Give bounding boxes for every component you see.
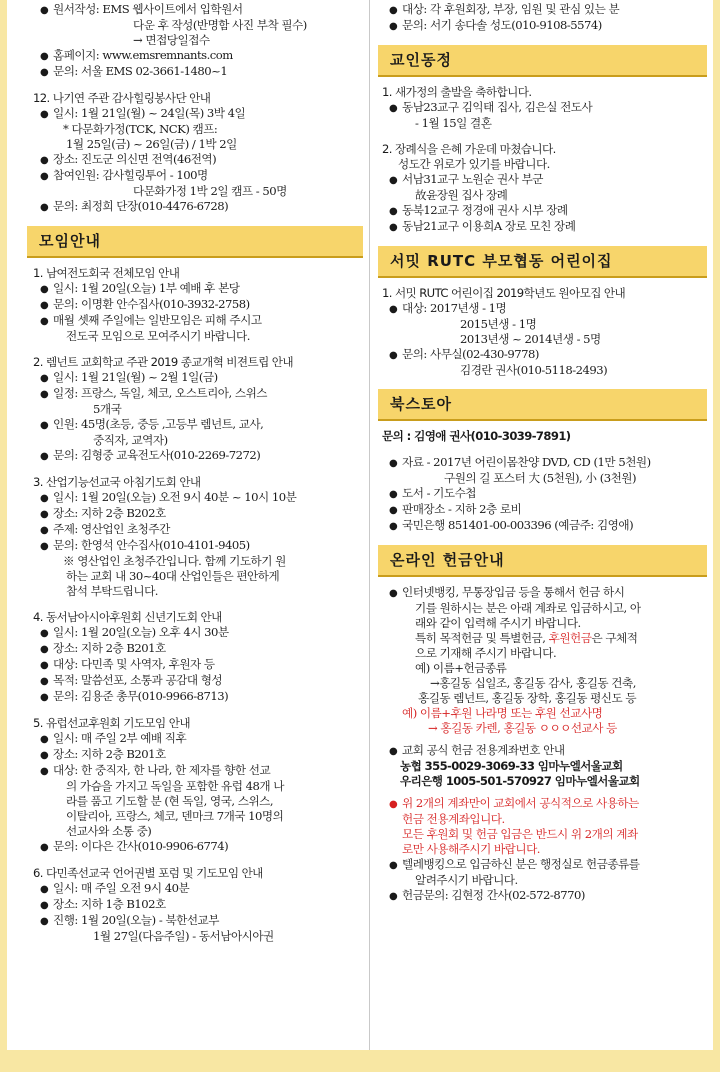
list-line: ● 문의: 김용준 총무(010-9966-8713) xyxy=(33,689,363,705)
list-line: * 다문화가정(TCK, NCK) 캠프: xyxy=(63,122,218,136)
online-offering-header: 온라인 헌금안내 xyxy=(378,545,707,577)
list-line: ● 자료 - 2017년 어린이몸찬양 DVD, CD (1만 5천원) xyxy=(382,455,705,471)
list-line: 래와 같이 입력해 주시기 바랍니다. xyxy=(415,616,581,630)
list-line: → 홍길동 카렌, 홍길동 ㅇㅇㅇ선교사 등 xyxy=(428,721,617,735)
text-part: 은 구체적 xyxy=(591,631,638,645)
list-line: ● 대상: 각 후원회장, 부장, 임원 및 관심 있는 분 xyxy=(382,2,705,18)
bookstore-header: 북스토아 xyxy=(378,389,707,421)
list-line: ● 대상: 2017년생 - 1명 xyxy=(382,301,705,317)
list-line: ● 서남31교구 노원순 권사 부군 xyxy=(382,172,705,188)
list-line: ● 헌금문의: 김현정 간사(02-572-8770) xyxy=(382,888,705,904)
list-line: 기를 원하시는 분은 아래 계좌로 입금하시고, 아 xyxy=(415,601,641,615)
bulletin-page xyxy=(7,0,713,1050)
highlight-text: 후원헌금 xyxy=(548,631,592,645)
list-line: ● 문의: 서기 송다솔 성도(010-9108-5574) xyxy=(382,18,705,34)
list-line: 전도국 모임으로 모여주시기 바랍니다. xyxy=(66,329,250,343)
rutc-daycare-header: 서밋 RUTC 부모협동 어린이집 xyxy=(378,246,707,278)
healing-volunteer-notice xyxy=(33,91,363,215)
list-line: ● 국민은행 851401-00-003396 (예금주: 김영애) xyxy=(382,518,705,534)
list-line: ● 일시: 1월 20일(오늘) 1부 예배 후 본당 xyxy=(33,281,363,297)
list-line: ● 판매장소 - 지하 2층 로비 xyxy=(382,502,705,518)
list-line: ● 장소: 지하 2층 B202호 xyxy=(33,506,363,522)
list-line: ● 일시: 1월 20일(오늘) 오후 4시 30분 xyxy=(33,625,363,641)
list-line: ● 문의: 이다은 간사(010-9906-6774) xyxy=(33,839,363,855)
notice-title: 5. 유럽선교후원회 기도모임 안내 xyxy=(33,716,190,730)
left-column xyxy=(7,0,369,1050)
list-line: 으로 기재해 주시기 바랍니다. xyxy=(415,646,557,660)
list-line: 다운 후 작성(반명함 사진 부착 필수) xyxy=(133,18,307,32)
list-line: ※ 영산업인 초청주간입니다. 함께 기도하기 원 xyxy=(63,554,286,568)
list-line: ● 대상: 한 중직자, 한 나라, 한 제자를 향한 선교 xyxy=(33,763,363,779)
spacer xyxy=(33,464,363,475)
list-line: ● 참여인원: 감사힐링투어 - 100명 xyxy=(33,168,363,184)
list-line: → 면접당일접수 xyxy=(133,33,210,47)
list-line: ● 일시: 1월 21일(월) ~ 2월 1일(금) xyxy=(33,370,363,386)
list-line: 라를 품고 기도할 분 (현 독일, 영국, 스위스, xyxy=(66,794,274,808)
list-line: ● 문의: 사무실(02-430-9778) xyxy=(382,347,705,363)
list-line: 2015년생 - 1명 xyxy=(460,317,537,331)
list-line: ● 진행: 1월 20일(오늘) - 북한선교부 xyxy=(33,913,363,929)
list-line: 성도간 위로가 있기를 바랍니다. xyxy=(398,157,550,171)
list-line: ● 문의: 김형중 교육전도사(010-2269-7272) xyxy=(33,448,363,464)
list-line: 참석 부탁드립니다. xyxy=(66,584,158,598)
list-line: ● 동북12교구 정경애 권사 시부 장례 xyxy=(382,203,705,219)
account-line: 우리은행 1005-501-570927 임마누엘서울교회 xyxy=(400,774,640,788)
spacer xyxy=(33,705,363,716)
list-line: ● 일시: 1월 21일(월) ~ 24일(목) 3박 4일 xyxy=(33,106,363,122)
notice-title: 1. 새가정의 출발을 축하합니다. xyxy=(382,85,532,99)
list-line: ● 문의: 이명환 안수집사(010-3932-2758) xyxy=(33,297,363,313)
list-line: - 1월 15일 결혼 xyxy=(415,116,492,130)
notice-title: 2. 장례식을 은혜 가운데 마쳤습니다. xyxy=(382,142,556,156)
spacer xyxy=(382,789,705,796)
list-line: 로만 사용해주시기 바랍니다. xyxy=(402,842,540,856)
list-line: ● 장소: 지하 2층 B201호 xyxy=(33,747,363,763)
rutc-daycare-notice xyxy=(382,286,705,378)
list-line: 다문화가정 1박 2일 캠프 - 50명 xyxy=(133,184,287,198)
list-line: 2013년생 ~ 2014년생 - 5명 xyxy=(460,332,601,346)
list-line: 김경란 권사(010-5118-2493) xyxy=(460,363,608,377)
account-line: 농협 355-0029-3069-33 임마누엘서울교회 xyxy=(400,759,623,773)
bookstore-contact: 문의 : 김영애 권사(010-3039-7891) xyxy=(382,429,571,443)
list-line: ● 매월 셋째 주일에는 일반모임은 피해 주시고 xyxy=(33,313,363,329)
list-line: 故윤장원 집사 장례 xyxy=(415,188,508,202)
supporters-info-list xyxy=(382,2,705,34)
list-line: ● 문의: 최정희 단장(010-4476-6728) xyxy=(33,199,363,215)
list-line: ● 위 2개의 계좌만이 교회에서 공식적으로 사용하는 xyxy=(382,796,705,812)
notice-title: 4. 동서남아시아후원회 신년기도회 안내 xyxy=(33,610,222,624)
list-line: ● 대상: 다민족 및 사역자, 후원자 등 xyxy=(33,657,363,673)
list-line: ● 일시: 1월 20일(오늘) 오전 9시 40분 ~ 10시 10분 xyxy=(33,490,363,506)
list-line: ● 일정: 프랑스, 독일, 체코, 오스트리아, 스위스 xyxy=(33,386,363,402)
list-line: ● 일시: 매 주일 2부 예배 직후 xyxy=(33,731,363,747)
spacer xyxy=(382,131,705,142)
list-line: ● 동남21교구 이용희A 장로 모친 장례 xyxy=(382,219,705,235)
list-line: ● 일시: 매 주일 오전 9시 40분 xyxy=(33,881,363,897)
list-line: ● 주제: 영산업인 초청주간 xyxy=(33,522,363,538)
spacer xyxy=(382,736,705,743)
meeting-notices xyxy=(33,266,363,944)
list-line: 5개국 xyxy=(93,402,122,416)
bookstore-list xyxy=(382,455,705,534)
list-line: ● 원서작성: EMS 웹사이트에서 입학원서 xyxy=(33,2,363,18)
list-line: ● 문의: 한영석 안수집사(010-4101-9405) xyxy=(33,538,363,554)
notice-title: 12. 나기연 주관 감사힐링봉사단 안내 xyxy=(33,91,211,105)
list-line: 예) 이름+후원 나라명 또는 후원 선교사명 xyxy=(402,706,603,720)
notice-title: 1. 서밋 RUTC 어린이집 2019학년도 원아모집 안내 xyxy=(382,286,626,300)
list-line: 홍길동 렘넌트, 홍길동 장학, 홍길동 평신도 등 xyxy=(418,691,637,705)
right-column xyxy=(369,0,713,1050)
notice-title: 2. 렘넌트 교회학교 주관 2019 종교개혁 비젼트립 안내 xyxy=(33,355,293,369)
list-line: ● 동남23교구 김익태 집사, 김은실 전도사 xyxy=(382,100,705,116)
text-part: 특히 목적헌금 및 특별헌금, xyxy=(415,631,549,645)
members-news xyxy=(382,85,705,235)
meeting-section-header: 모임안내 xyxy=(27,226,363,258)
list-line: 의 가슴을 가지고 독일을 포함한 유럽 48개 나 xyxy=(66,779,284,793)
notice-title: 6. 다민족선교국 언어권별 포럼 및 기도모임 안내 xyxy=(33,866,263,880)
list-line: ● 장소: 지하 2층 B201호 xyxy=(33,641,363,657)
list-line: ● 인원: 45명(초등, 중등 ,고등부 렘넌트, 교사, xyxy=(33,417,363,433)
list-line: ● 도서 - 기도수첩 xyxy=(382,486,705,502)
spacer xyxy=(33,599,363,610)
list-line: 구원의 길 포스터 大 (5천원), 小 (3천원) xyxy=(444,471,637,485)
list-line: 1월 27일(다음주일) - 동서남아시아권 xyxy=(93,929,274,943)
list-line: ● 문의: 서울 EMS 02-3661-1480~1 xyxy=(33,64,363,80)
list-line: ● 교회 공식 헌금 전용계좌번호 안내 xyxy=(382,743,705,759)
list-line: 알려주시기 바랍니다. xyxy=(415,873,518,887)
list-line: 예) 이름+헌금종류 xyxy=(415,661,507,675)
list-line: ● 텔레뱅킹으로 입금하신 분은 행정실로 헌금종류를 xyxy=(382,857,705,873)
application-info-list xyxy=(33,2,363,80)
list-line: 헌금 전용계좌입니다. xyxy=(402,812,505,826)
list-line: →홍길동 십일조, 홍길동 감사, 홍길동 건축, xyxy=(430,676,636,690)
spacer xyxy=(33,855,363,866)
list-line xyxy=(382,631,705,646)
list-line: 1월 25일(금) ~ 26일(금) / 1박 2일 xyxy=(66,137,237,151)
list-line: 중직자, 교역자) xyxy=(93,433,168,447)
list-line: ● 홈페이지: www.emsremnants.com xyxy=(33,48,363,64)
online-offering-notice xyxy=(382,585,705,904)
list-line: 이탈리아, 프랑스, 체코, 덴마크 7개국 10명의 xyxy=(66,809,284,823)
list-line: ● 인터넷뱅킹, 무통장입금 등을 통해서 헌금 하시 xyxy=(382,585,705,601)
spacer xyxy=(33,344,363,355)
members-news-header: 교인동정 xyxy=(378,45,707,77)
list-line: 모든 후원회 및 헌금 입금은 반드시 위 2개의 계좌 xyxy=(402,827,638,841)
list-line: 선교사와 소통 중) xyxy=(66,824,152,838)
list-line: 하는 교회 내 30~40대 산업인들은 편안하게 xyxy=(66,569,280,583)
notice-title: 1. 남여전도회국 전체모임 안내 xyxy=(33,266,180,280)
notice-title: 3. 산업기능선교국 아침기도회 안내 xyxy=(33,475,201,489)
list-line: ● 목적: 말씀선포, 소통과 공감대 형성 xyxy=(33,673,363,689)
list-line: ● 장소: 지하 1층 B102호 xyxy=(33,897,363,913)
list-line: ● 장소: 진도군 의신면 전역(46전역) xyxy=(33,152,363,168)
